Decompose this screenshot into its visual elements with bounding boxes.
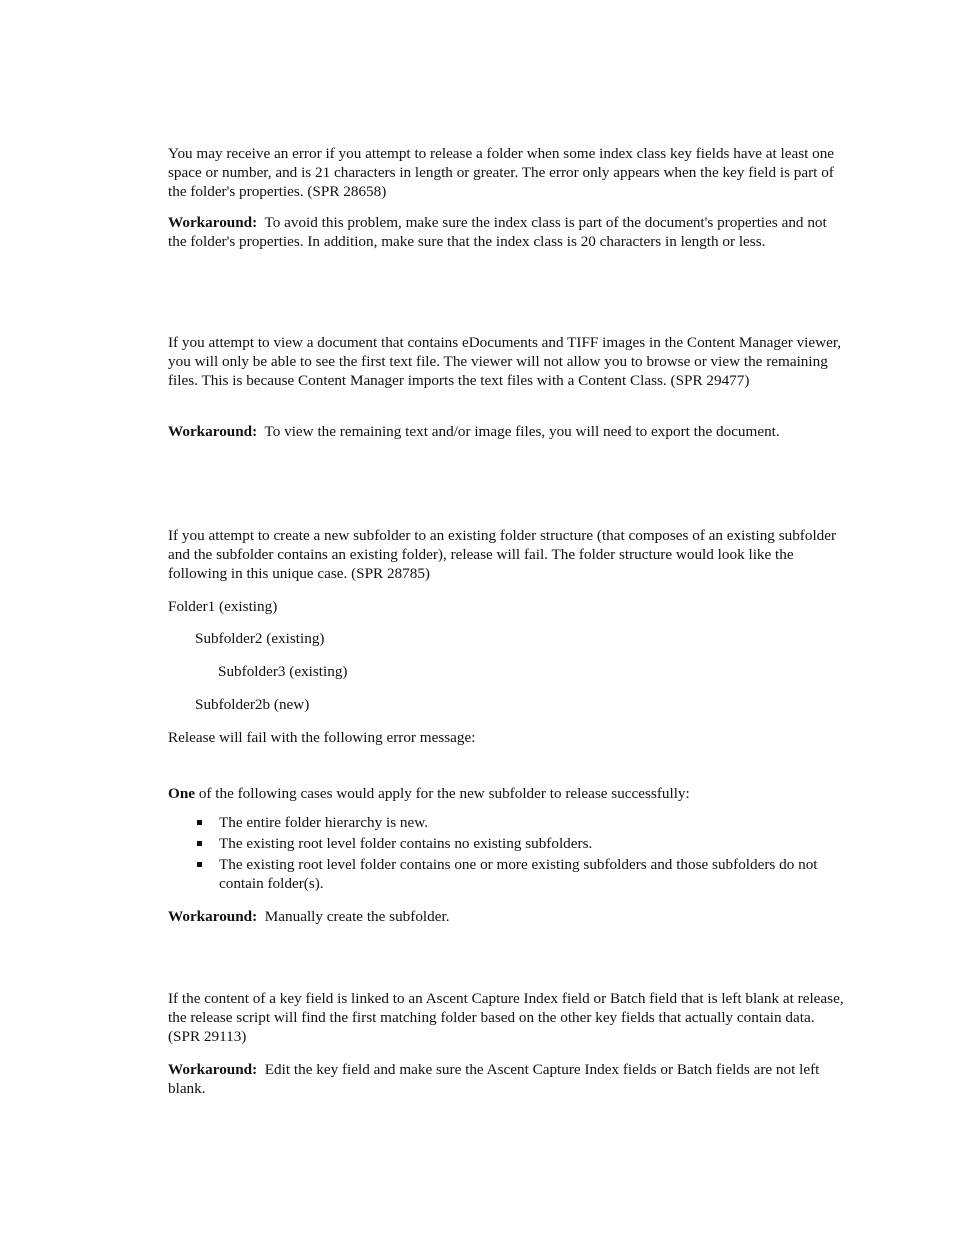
cases-list [168, 813, 844, 895]
cases-rest: of the following cases would apply for the new subfolder to release successfully: [198, 785, 690, 802]
list-item-text: The existing root level folder contains no existing subfolders. [219, 835, 593, 852]
bullet-icon [197, 841, 202, 846]
workaround-text: Manually create the subfolder. [264, 908, 450, 925]
workaround-text: Edit the key field and make sure the Ascent Capture Index fields or Batch fields are not left blank. [168, 1061, 820, 1097]
tree-subfolder2: Subfolder2 (existing) [195, 630, 325, 647]
cases-lead: One [168, 785, 196, 802]
error-intro: Release will fail with the following error message: [168, 729, 476, 746]
issue-3-description: If you attempt to create a new subfolder to an existing folder structure (that composes of an existing subfolder and the subfolder contains an existing folder), release will fail. The folder structure would look like the following in this unique case. (SPR 28785) [168, 527, 837, 582]
issue-3-workaround [168, 907, 844, 926]
bullet-icon [197, 820, 202, 825]
cases-intro [168, 784, 844, 803]
workaround-label: Workaround: [168, 214, 258, 231]
list-item [168, 834, 844, 853]
workaround-label: Workaround: [168, 423, 258, 440]
workaround-text: To view the remaining text and/or image files, you will need to export the document. [264, 423, 780, 440]
list-item [168, 855, 844, 893]
workaround-label: Workaround: [168, 908, 258, 925]
tree-folder1: Folder1 (existing) [168, 598, 278, 615]
list-item-text: The existing root level folder contains one or more existing subfolders and those subfolders do not contain folder(s). [219, 856, 818, 892]
bullet-icon [197, 862, 202, 867]
issue-4-workaround [168, 1060, 844, 1098]
issue-1-workaround [168, 213, 844, 251]
tree-subfolder3: Subfolder3 (existing) [218, 663, 348, 680]
tree-subfolder2b: Subfolder2b (new) [195, 696, 310, 713]
list-item [168, 813, 844, 832]
workaround-text: To avoid this problem, make sure the index class is part of the document's properties and not the folder's properties. In addition, make sure that the index class is 20 characters in length or less. [168, 214, 827, 250]
workaround-label: Workaround: [168, 1061, 258, 1078]
list-item-text: The entire folder hierarchy is new. [219, 814, 429, 831]
issue-2-workaround [168, 422, 844, 441]
issue-1-description: You may receive an error if you attempt to release a folder when some index class key fields have at least one space or number, and is 21 characters in length or greater. The error only appears when the key field is part of the folder's properties. (SPR 28658) [168, 145, 835, 200]
issue-4-description: If the content of a key field is linked to an Ascent Capture Index field or Batch field that is left blank at release, the release script will find the first matching folder based on the other key fields that actually contain data. (SPR 29113) [168, 990, 844, 1045]
issue-2-description: If you attempt to view a document that contains eDocuments and TIFF images in the Content Manager viewer, you will only be able to see the first text file. The viewer will not allow you to browse or view the remaining files. This is because Content Manager imports the text files with a Content Class. (SPR 29477) [168, 334, 842, 389]
